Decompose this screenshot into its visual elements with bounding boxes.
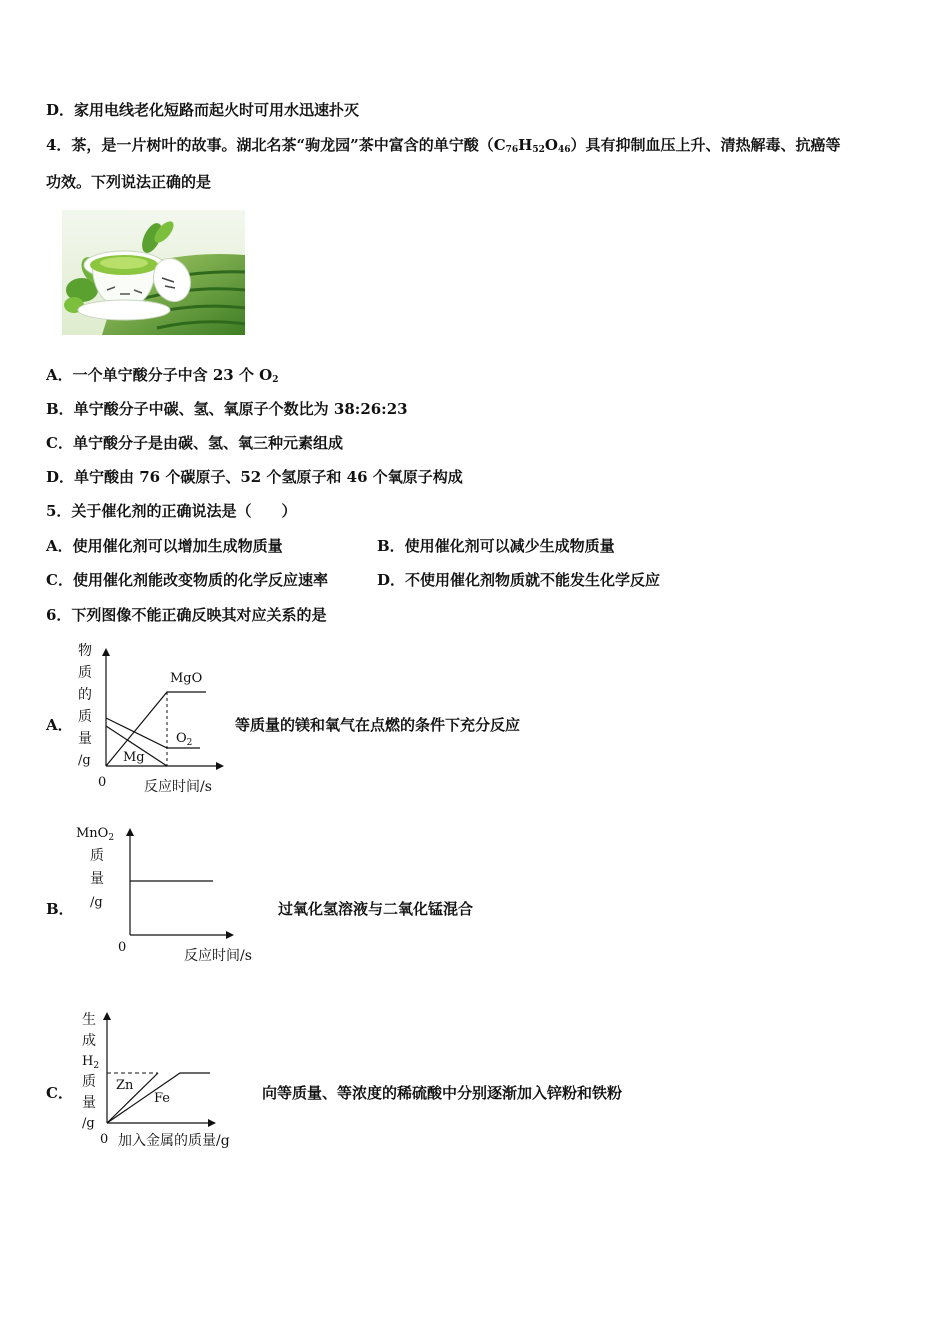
q6-a-letter: A．: [46, 716, 73, 734]
q6-b-yunit: /g: [90, 895, 103, 910]
q6-c-yunit: /g: [82, 1116, 95, 1131]
q5-stem: 5．关于催化剂的正确说法是（ ）: [46, 502, 297, 520]
q6-a-origin: 0: [98, 775, 107, 790]
q6-a-caption: 等质量的镁和氧气在点燃的条件下充分反应: [235, 716, 521, 734]
q6-a-ylabel-2: 的: [78, 687, 92, 703]
q4-option-a: A．一个单宁酸分子中含 23 个 $O_2$: [46, 366, 279, 385]
q5-option-c: C．使用催化剂能改变物质的化学反应速率: [46, 571, 328, 589]
q6-c-graph: [70, 1008, 260, 1154]
q6-b-caption: 过氧化氢溶液与二氧化锰混合: [278, 900, 474, 918]
q5-option-d: D．不使用催化剂物质就不能发生化学反应: [377, 571, 661, 589]
q6-b-ylabel-0: 质: [90, 848, 104, 864]
q6-c-zn-label: Zn: [116, 1078, 134, 1093]
q4-stem-line1: 4．茶，是一片树叶的故事。湖北名茶“驹龙园”茶中富含的单宁酸$(C_{76}H_{52}O_{46})$具有抑制血压上升、清热解毒、抗癌等: [46, 136, 841, 155]
q6-c-ylabel-h: $H_2$: [82, 1054, 100, 1071]
q6-a-ylabel-4: 量: [78, 731, 92, 747]
q6-c-ylabel-0: 生: [82, 1012, 96, 1028]
q4-option-d: D．单宁酸由 76 个碳原子、52 个氢原子和 46 个氧原子构成: [46, 468, 463, 486]
q6-a-yunit: /g: [78, 753, 91, 768]
q6-a-mgo-label: MgO: [170, 671, 203, 686]
q6-c-ylabel-1: 成: [82, 1033, 96, 1049]
q6-c-xlabel: 加入金属的质量/g: [118, 1133, 230, 1149]
q6-b-origin: 0: [118, 940, 127, 955]
q6-c-fe-label: Fe: [154, 1091, 171, 1106]
q4-option-b: B．单宁酸分子中碳、氢、氧原子个数比为 38:26:23: [46, 400, 408, 418]
q4-stem-line2: 功效。下列说法正确的是: [46, 173, 212, 191]
q6-b-ylabel-top: MnO$_2$: [76, 826, 115, 843]
q3-option-d: D．家用电线老化短路而起火时可用水迅速扑灭: [46, 101, 360, 119]
q5-option-a: A．使用催化剂可以增加生成物质量: [46, 537, 283, 555]
q6-c-ylabel-3: 量: [82, 1095, 96, 1111]
q6-a-graph: [70, 640, 240, 800]
q6-a-o2-label: $O_2$: [176, 731, 193, 748]
q6-c-ylabel-2: 质: [82, 1074, 96, 1090]
q5-option-b: B．使用催化剂可以减少生成物质量: [377, 537, 615, 555]
q6-c-caption: 向等质量、等浓度的稀硫酸中分别逐渐加入锌粉和铁粉: [262, 1084, 623, 1102]
q6-c-origin: 0: [100, 1132, 109, 1147]
q6-a-mg-label: Mg: [123, 750, 145, 765]
q6-a-ylabel-3: 质: [78, 709, 92, 725]
q6-a-xlabel: 反应时间/s: [144, 779, 212, 795]
q6-b-graph: [70, 822, 280, 972]
q6-b-letter: B．: [46, 900, 74, 918]
tea-cup-photo: [62, 210, 245, 335]
q6-a-ylabel-0: 物: [78, 643, 92, 659]
q6-b-ylabel-1: 量: [90, 871, 104, 887]
q6-a-ylabel-1: 质: [78, 665, 92, 681]
q6-stem: 6．下列图像不能正确反映其对应关系的是: [46, 606, 327, 624]
q6-b-xlabel: 反应时间/s: [184, 948, 252, 964]
q6-c-letter: C．: [46, 1084, 73, 1102]
q4-option-c: C．单宁酸分子是由碳、氢、氧三种元素组成: [46, 434, 343, 452]
